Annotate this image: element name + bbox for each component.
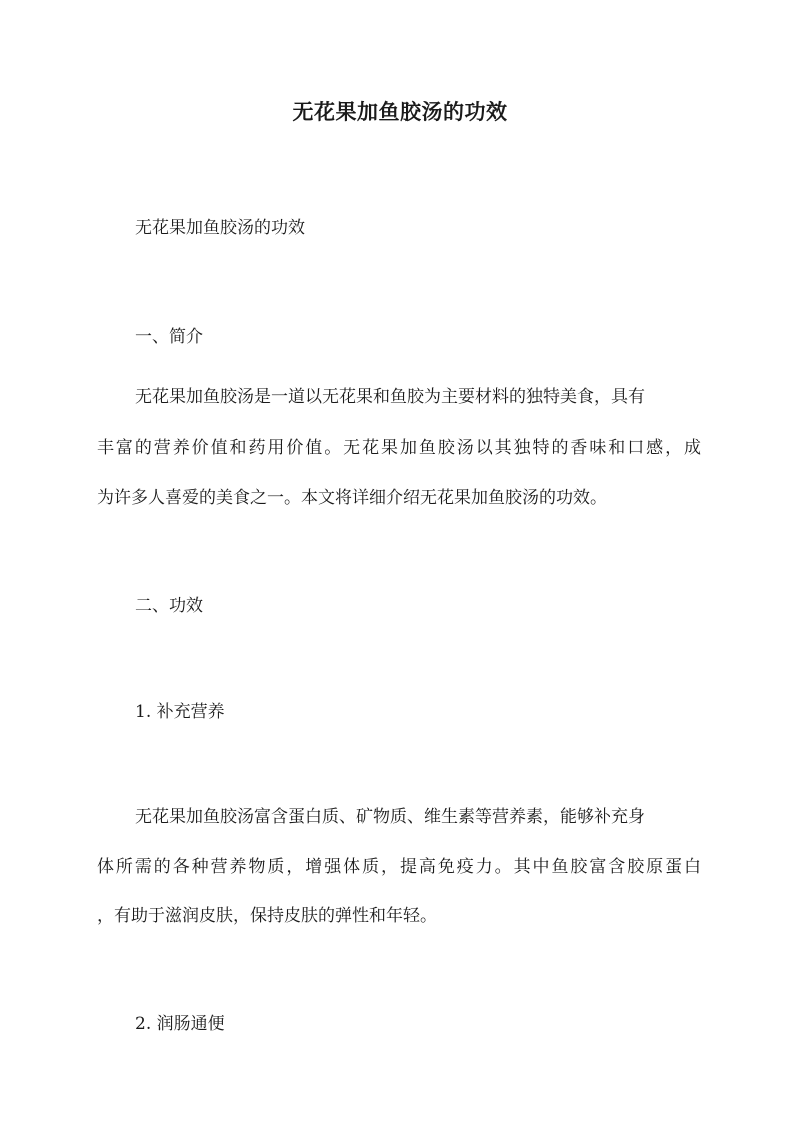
section-heading-effects: 二、功效 bbox=[135, 596, 203, 616]
item-heading-bowel: 2. 润肠通便 bbox=[135, 1014, 225, 1034]
nutrition-paragraph-line-2: 体所需的各种营养物质，增强体质，提高免疫力。其中鱼胶富含胶原蛋白 bbox=[97, 857, 701, 877]
intro-paragraph-line-3: 为许多人喜爱的美食之一。本文将详细介绍无花果加鱼胶汤的功效。 bbox=[97, 488, 607, 508]
document-subtitle: 无花果加鱼胶汤的功效 bbox=[135, 218, 305, 238]
nutrition-paragraph-line-3: ，有助于滋润皮肤，保持皮肤的弹性和年轻。 bbox=[97, 906, 437, 926]
intro-paragraph-line-2: 丰富的营养价值和药用价值。无花果加鱼胶汤以其独特的香味和口感，成 bbox=[97, 438, 701, 458]
intro-paragraph-line-1: 无花果加鱼胶汤是一道以无花果和鱼胶为主要材料的独特美食，具有 bbox=[135, 387, 645, 407]
nutrition-paragraph-line-1: 无花果加鱼胶汤富含蛋白质、矿物质、维生素等营养素，能够补充身 bbox=[135, 807, 645, 827]
item-heading-nutrition: 1. 补充营养 bbox=[135, 702, 225, 722]
section-heading-intro: 一、简介 bbox=[135, 327, 203, 347]
document-title: 无花果加鱼胶汤的功效 bbox=[292, 99, 508, 124]
